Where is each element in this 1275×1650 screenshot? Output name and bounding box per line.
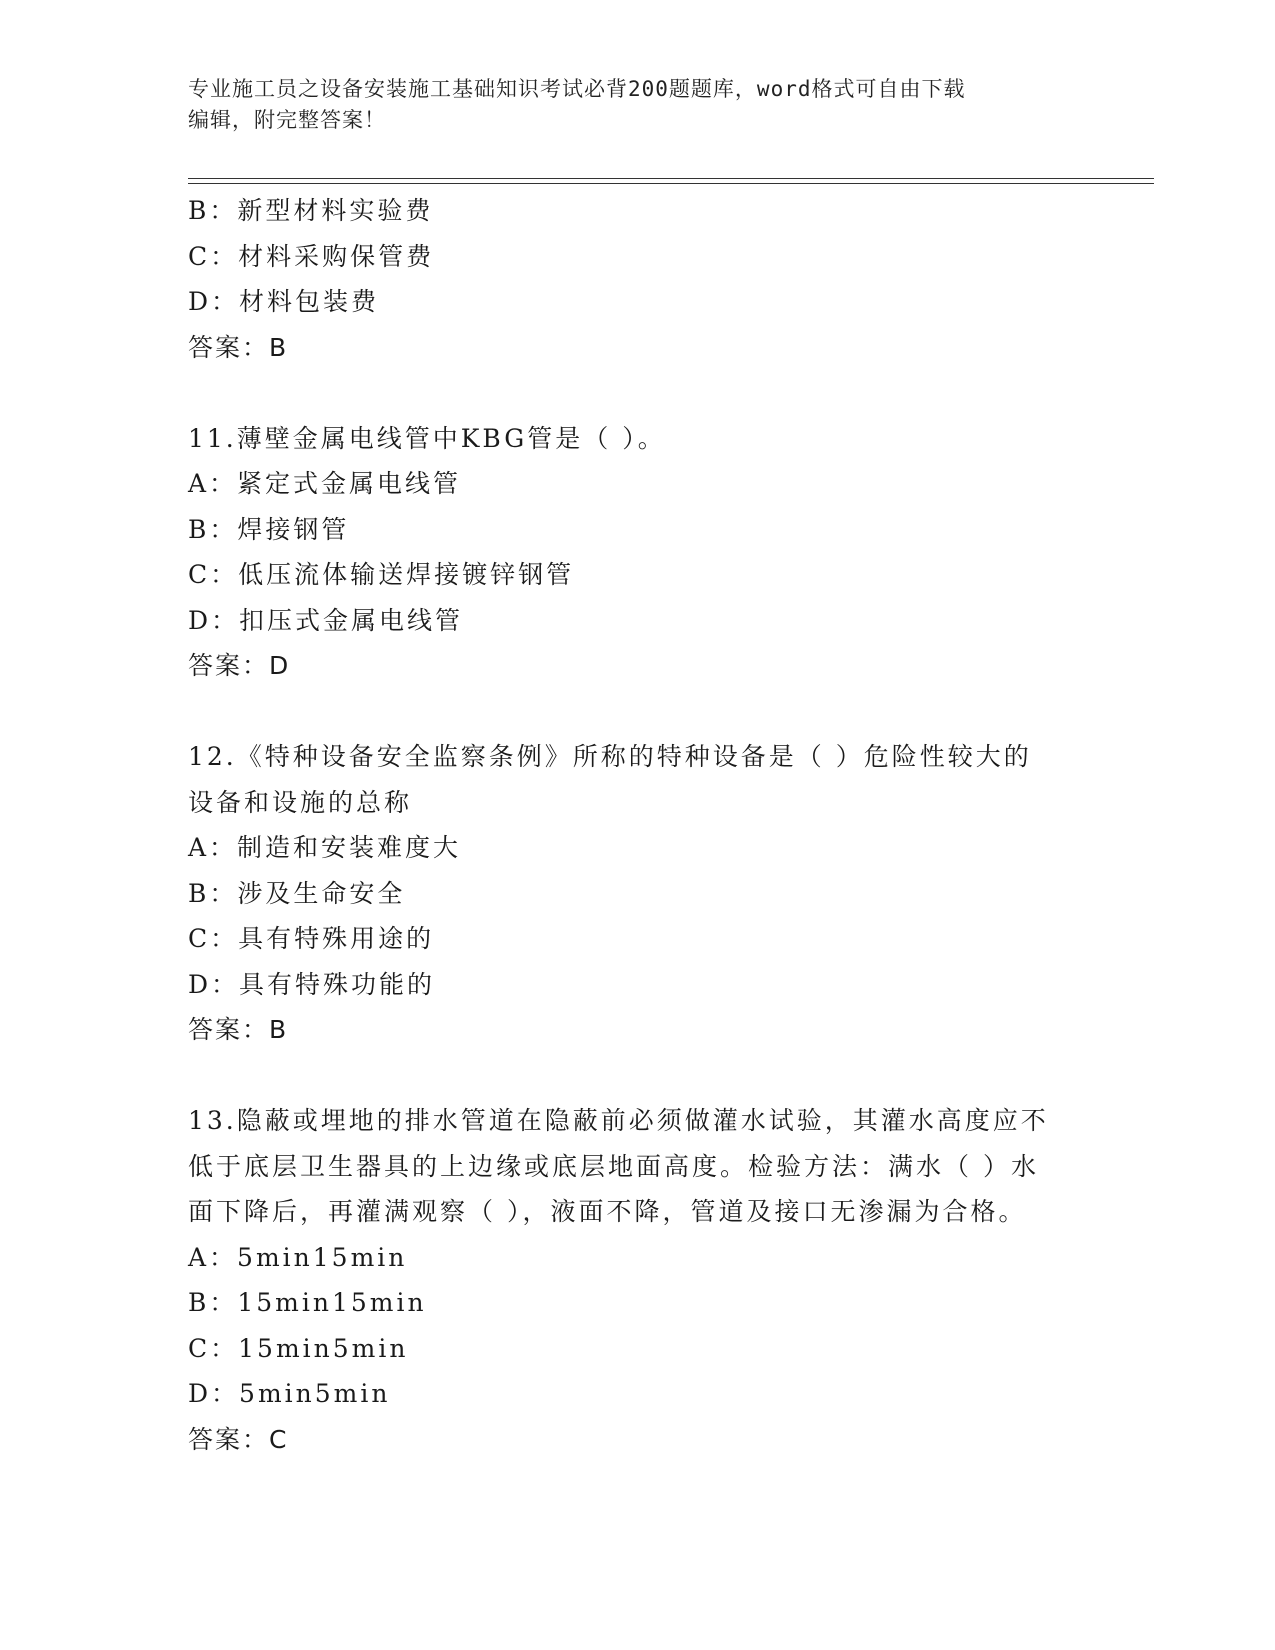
question-stem: 11.薄壁金属电线管中KBG管是（ ）。	[188, 423, 666, 453]
question-stem: 12.《特种设备安全监察条例》所称的特种设备是（ ）危险性较大的	[188, 742, 1032, 771]
question-12	[188, 734, 1088, 1053]
option-a: A：紧定式金属电线管	[188, 469, 462, 498]
header-divider-top	[188, 178, 1154, 179]
option-c: C：低压流体输送焊接镀锌钢管	[188, 560, 575, 589]
option-c: C：15min5min	[188, 1333, 409, 1363]
option-b: B：15min15min	[188, 1288, 427, 1317]
answer: 答案：D	[188, 651, 291, 680]
answer: 答案：B	[188, 1015, 289, 1044]
question-list	[188, 188, 1088, 1462]
option-d: D：5min5min	[188, 1379, 391, 1408]
question-stem-continued: 设备和设施的总称	[188, 787, 413, 817]
previous-question-tail	[188, 188, 1088, 370]
question-stem-continued: 面下降后，再灌满观察（ ），液面不降，管道及接口无渗漏为合格。	[188, 1197, 1027, 1226]
option-d: D：扣压式金属电线管	[188, 605, 464, 635]
answer: 答案：B	[188, 332, 289, 362]
question-stem-continued: 低于底层卫生器具的上边缘或底层地面高度。检验方法：满水（ ）水	[188, 1151, 1039, 1181]
answer: 答案：C	[188, 1424, 289, 1454]
question-stem: 13.隐蔽或埋地的排水管道在隐蔽前必须做灌水试验，其灌水高度应不	[188, 1106, 1049, 1135]
header-line-1: 专业施工员之设备安装施工基础知识考试必背200题题库，word格式可自由下载	[188, 77, 966, 101]
option-b: B：涉及生命安全	[188, 878, 406, 908]
option-c: C：材料采购保管费	[188, 241, 435, 271]
question-11	[188, 416, 1088, 689]
option-a: A：制造和安装难度大	[188, 833, 462, 862]
option-d: D：具有特殊功能的	[188, 969, 436, 999]
document-header	[188, 74, 1078, 136]
option-a: A：5min15min	[188, 1242, 408, 1272]
question-13	[188, 1098, 1088, 1462]
option-b: B：焊接钢管	[188, 514, 350, 544]
option-d: D：材料包装费	[188, 287, 380, 316]
header-divider-bottom	[188, 183, 1154, 184]
option-b: B：新型材料实验费	[188, 196, 434, 225]
option-c: C：具有特殊用途的	[188, 924, 435, 953]
header-line-2: 编辑，附完整答案！	[188, 108, 386, 132]
